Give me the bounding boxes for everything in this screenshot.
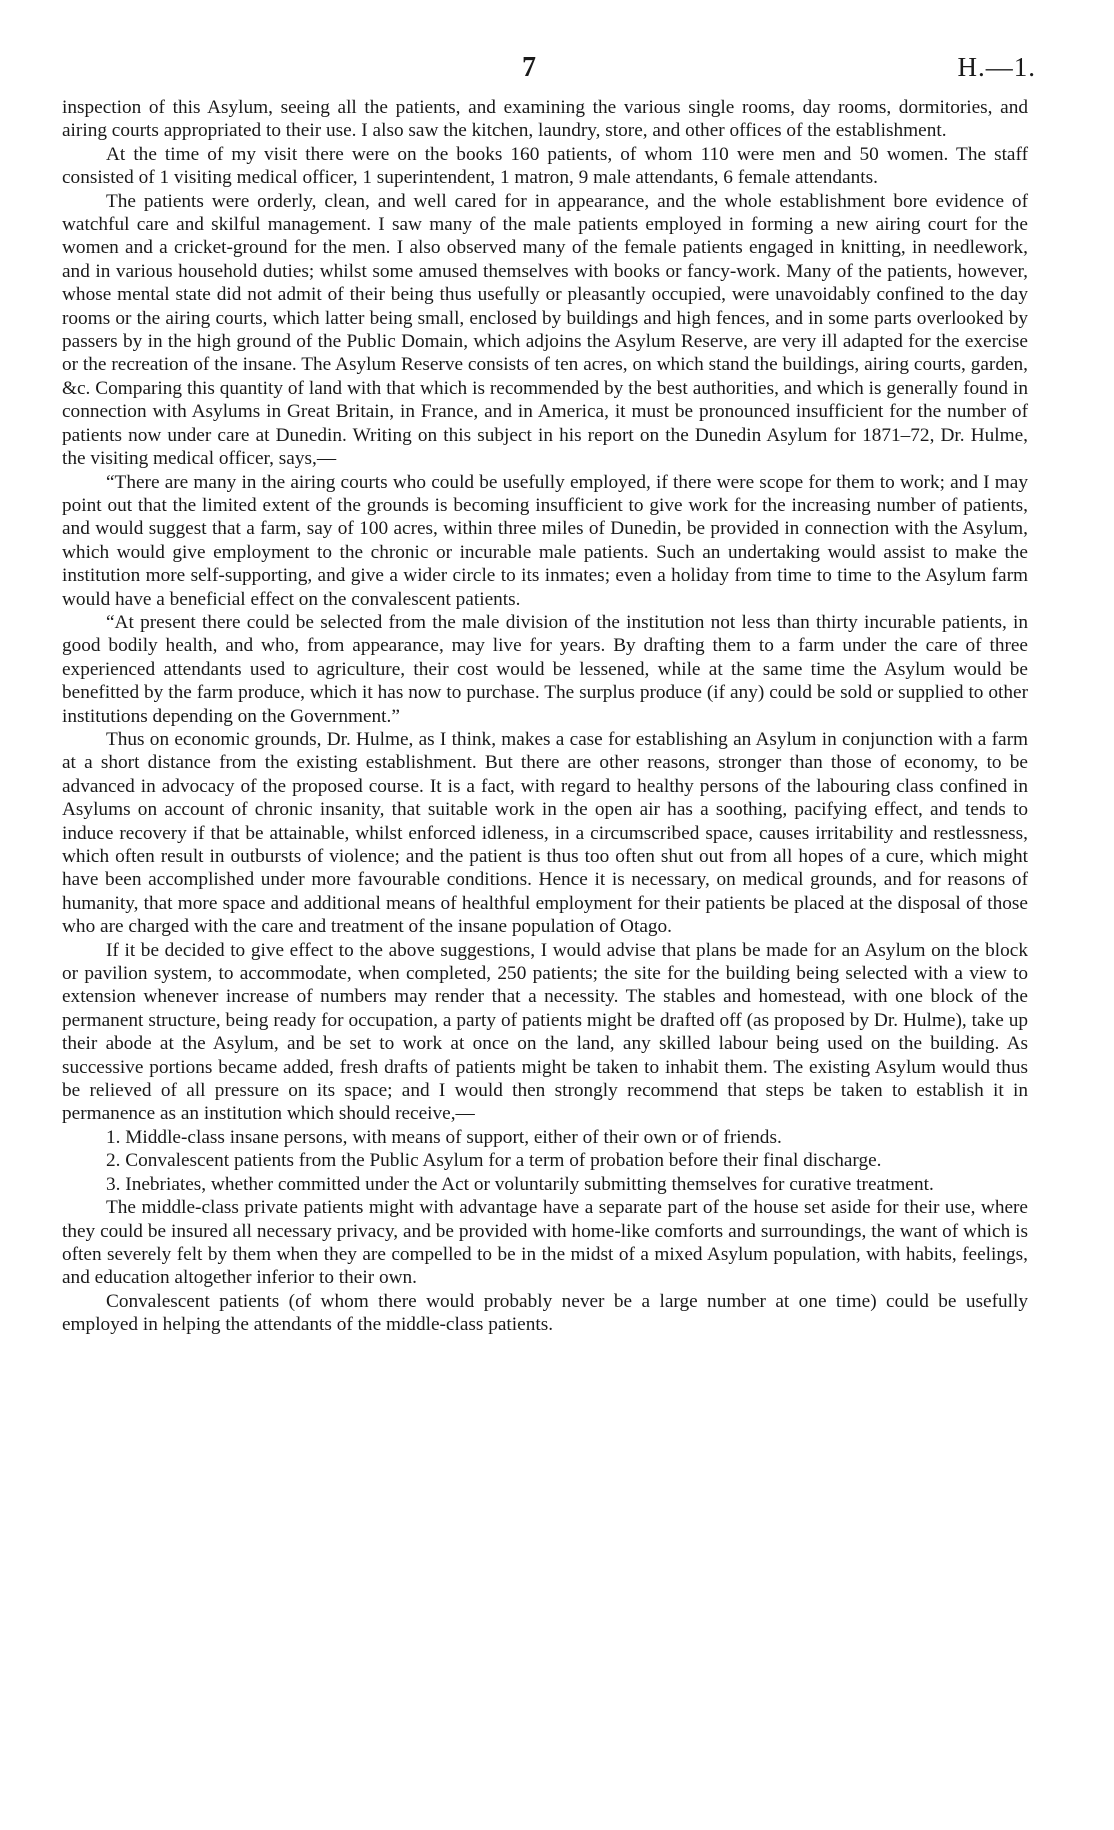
- page-number: 7: [522, 52, 536, 83]
- paragraph: inspection of this Asylum, seeing all the patients, and examining the various single rooms, day rooms, dormitories, and airing courts appropriated to their use. I also saw the kitchen, laundry, store, and other offices of the establishment.: [62, 97, 1028, 142]
- list-item: 2. Convalescent patients from the Public Asylum for a term of probation before their final discharge.: [106, 1150, 882, 1172]
- quoted-paragraph: “At present there could be selected from the male division of the institution not less than thirty incurable patients, in good bodily health, and who, from appearance, may live for years. By drafting them to a farm under the care of three experienced attendants used to agriculture, their cost would be lessened, while at the same time the Asylum would be benefitted by the farm produce, which it has now to purchase. The surplus produce (if any) could be sold or supplied to other institutions depending on the Government.”: [62, 611, 1028, 727]
- list-item: 3. Inebriates, whether committed under the Act or voluntarily submitting themselves for curative treatment.: [106, 1173, 934, 1195]
- paragraph: Thus on economic grounds, Dr. Hulme, as I think, makes a case for establishing an Asylum in conjunction with a farm at a short distance from the existing establishment. But there are other reasons, stronger than those of economy, to be advanced in advocacy of the proposed course. It is a fact, with regard to healthy persons of the labouring class confined in Asylums on account of chronic insanity, that suitable work in the open air has a soothing, pacifying effect, and tends to induce recovery if that be attainable, whilst enforced idleness, in a circumscribed space, causes irritability and restlessness, which often result in outbursts of violence; and the patient is thus too often shut out from all hopes of a cure, which might have been accomplished under more favourable conditions. Hence it is necessary, on medical grounds, and for reasons of humanity, that more space and additional means of healthful employment for their patients be placed at the disposal of those who are charged with the care and treatment of the insane population of Otago.: [62, 728, 1028, 938]
- document-page: [62, 52, 1036, 1337]
- document-code: H.—1.: [957, 52, 1036, 82]
- list-item: 1. Middle-class insane persons, with means of support, either of their own or of friends.: [106, 1126, 782, 1148]
- paragraph: Convalescent patients (of whom there would probably never be a large number at one time) could be usefully employed in helping the attendants of the middle-class patients.: [62, 1290, 1028, 1336]
- quoted-paragraph: “There are many in the airing courts who could be usefully employed, if there were scope for them to work; and I may point out that the limited extent of the grounds is becoming insufficient to give work for the increasing number of patients, and would suggest that a farm, say of 100 acres, within three miles of Dunedin, be provided in connection with the Asylum, which would give employment to the chronic or incurable male patients. Such an undertaking would assist to make the institution more self-supporting, and give a wider circle to its inmates; even a holiday from time to time to the Asylum farm would have a beneficial effect on the convalescent patients.: [62, 471, 1028, 610]
- page-header: [62, 52, 1036, 96]
- paragraph: The middle-class private patients might with advantage have a separate part of the house set aside for their use, where they could be insured all necessary privacy, and be provided with home-like comforts and surroundings, the want of which is often severely felt by them when they are compelled to be in the midst of a mixed Asylum population, with habits, feelings, and education altogether inferior to their own.: [62, 1197, 1028, 1289]
- paragraph: If it be decided to give effect to the above suggestions, I would advise that plans be made for an Asylum on the block or pavilion system, to accommodate, when completed, 250 patients; the site for the building being selected with a view to extension whenever increase of numbers may render that a necessity. The stables and homestead, with one block of the permanent structure, being ready for occupation, a party of patients might be drafted off (as proposed by Dr. Hulme), take up their abode at the Asylum, and be set to work at once on the land, any skilled labour being used on the building. As successive portions became added, fresh drafts of patients might be taken to inhabit them. The existing Asylum would thus be relieved of all pressure on its space; and I would then strongly recommend that steps be taken to establish it in permanence as an institution which should receive,—: [62, 939, 1028, 1125]
- paragraph: The patients were orderly, clean, and well cared for in appearance, and the whole establishment bore evidence of watchful care and skilful management. I saw many of the male patients employed in forming a new airing court for the women and a cricket-ground for the men. I also observed many of the female patients engaged in knitting, in needlework, and in various household duties; whilst some amused themselves with books or fancy-work. Many of the patients, however, whose mental state did not admit of their being thus usefully or pleasantly occupied, were unavoidably confined to the day rooms or the airing courts, which latter being small, enclosed by buildings and high fences, and in some parts overlooked by passers by in the high ground of the Public Domain, which adjoins the Asylum Reserve, are very ill adapted for the exercise or the recreation of the insane. The Asylum Reserve consists of ten acres, on which stand the buildings, airing courts, garden, &c. Comparing this quantity of land with that which is recommended by the best authorities, and which is generally found in connection with Asylums in Great Britain, in France, and in America, it must be pronounced insufficient for the number of patients now under care at Dunedin. Writing on this subject in his report on the Dunedin Asylum for 1871–72, Dr. Hulme, the visiting medical officer, says,—: [62, 190, 1028, 470]
- paragraph: At the time of my visit there were on the books 160 patients, of whom 110 were men and 50 women. The staff consisted of 1 visiting medical officer, 1 superintendent, 1 matron, 9 male attendants, 6 female attendants.: [62, 143, 1028, 189]
- body-text: [62, 96, 1028, 1337]
